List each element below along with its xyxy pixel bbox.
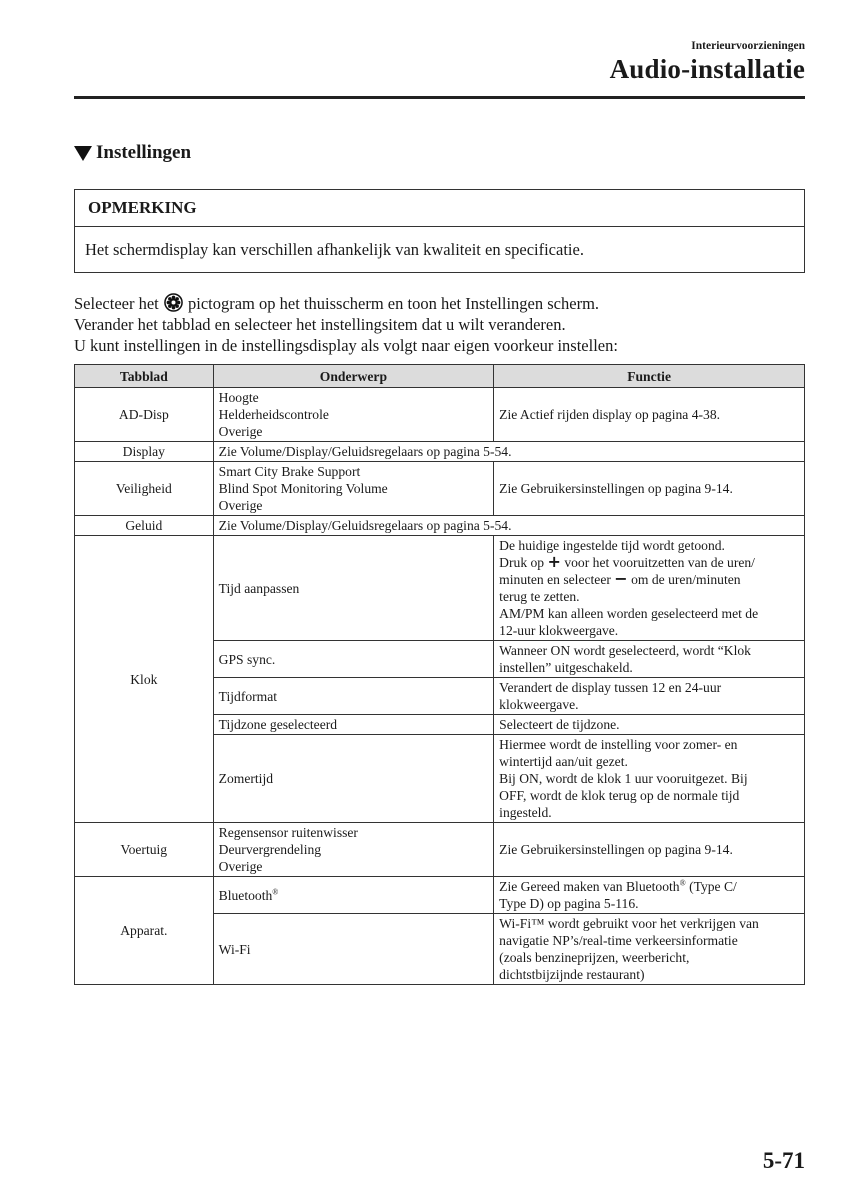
page-title: Audio-installatie: [609, 54, 805, 84]
topic-cell: GPS sync.: [213, 641, 494, 678]
gear-icon: [164, 293, 183, 312]
function-line: Wi-Fi™ wordt gebruikt voor het verkrijgen van: [499, 916, 759, 931]
function-line: navigatie NP’s/real-time verkeersinformatie: [499, 933, 738, 948]
function-line: (zoals benzineprijzen, weerbericht,: [499, 950, 690, 965]
topic-line: Overige: [218, 859, 263, 874]
function-text: Druk op: [499, 555, 545, 570]
tab-cell: AD-Disp: [75, 388, 214, 442]
function-cell: Zie Gebruikersinstellingen op pagina 9-14.: [494, 462, 805, 516]
topic-line: Smart City Brake Support: [218, 464, 361, 479]
function-cell: Zie Volume/Display/Geluidsregelaars op pagina 5-54.: [213, 516, 804, 536]
topic-cell: [213, 462, 494, 516]
function-cell: Zie Volume/Display/Geluidsregelaars op pagina 5-54.: [213, 442, 804, 462]
col-header-function: Functie: [494, 365, 805, 388]
topic-cell: [213, 823, 494, 877]
function-text: minuten en selecteer: [499, 572, 611, 587]
title-rule: [74, 96, 805, 99]
settings-table: [74, 364, 805, 985]
tab-cell: Veiligheid: [75, 462, 214, 516]
function-text: voor het vooruitzetten van de uren/: [564, 555, 755, 570]
table-header-row: [75, 365, 805, 388]
function-line: instellen” uitgeschakeld.: [499, 660, 633, 675]
topic-cell: [213, 388, 494, 442]
note-label: OPMERKING: [75, 190, 804, 227]
minus-icon: −: [614, 569, 628, 588]
function-text: (Type C/: [685, 879, 737, 894]
intro-line-1: [74, 293, 814, 314]
function-cell: [494, 914, 805, 985]
heading-text: Instellingen: [96, 142, 192, 163]
function-line: 12-uur klokweergave.: [499, 623, 619, 638]
table-row-apparaat-bluetooth: [75, 877, 805, 914]
tab-cell: Apparat.: [75, 877, 214, 985]
function-line: [499, 571, 799, 588]
function-cell: Zie Gebruikersinstellingen op pagina 9-14.: [494, 823, 805, 877]
triangle-down-icon: [74, 146, 92, 161]
function-text: Zie Gereed maken van Bluetooth: [499, 879, 680, 894]
function-cell: Zie Actief rijden display op pagina 4-38.: [494, 388, 805, 442]
function-line: wintertijd aan/uit gezet.: [499, 754, 628, 769]
topic-text: Bluetooth: [218, 887, 273, 903]
topic-cell: Wi-Fi: [213, 914, 494, 985]
note-box: [74, 189, 805, 273]
tab-cell: Voertuig: [75, 823, 214, 877]
topic-line: Overige: [218, 424, 263, 439]
topic-line: Deurvergrendeling: [218, 842, 322, 857]
function-line: Type D) op pagina 5-116.: [499, 896, 639, 911]
intro-text: [74, 293, 814, 356]
section-heading: [74, 142, 191, 164]
function-line: AM/PM kan alleen worden geselecteerd met de: [499, 606, 759, 621]
function-cell: [494, 877, 805, 914]
intro-line-3: U kunt instellingen in de instellingsdisplay als volgt naar eigen voorkeur instellen:: [74, 336, 618, 355]
topic-line: Overige: [218, 498, 263, 513]
function-line: [499, 878, 799, 895]
function-line: dichtstbijzijnde restaurant): [499, 967, 645, 982]
topic-line: Regensensor ruitenwisser: [218, 825, 358, 840]
table-row-veiligheid: [75, 462, 805, 516]
section-label: Interieurvoorzieningen: [691, 40, 805, 52]
function-cell: [494, 678, 805, 715]
plus-icon: +: [547, 552, 561, 571]
registered-mark: ®: [679, 878, 686, 888]
function-line: [499, 554, 799, 571]
intro-line-1-end: pictogram op het thuisscherm en toon het Instellingen scherm.: [188, 294, 600, 313]
function-line: Bij ON, wordt de klok 1 uur vooruitgezet. Bij: [499, 771, 748, 786]
topic-cell: Tijdzone geselecteerd: [213, 715, 494, 735]
page-number: 5-71: [762, 1148, 805, 1173]
topic-line: Hoogte: [218, 390, 259, 405]
topic-cell: [213, 877, 494, 914]
col-header-topic: Onderwerp: [213, 365, 494, 388]
function-cell: Selecteert de tijdzone.: [494, 715, 805, 735]
topic-cell: Tijd aanpassen: [213, 536, 494, 641]
tab-cell: Klok: [75, 536, 214, 823]
intro-line-2: Verander het tabblad en selecteer het instellingsitem dat u wilt veranderen.: [74, 315, 566, 334]
topic-line: Helderheidscontrole: [218, 407, 329, 422]
function-line: OFF, wordt de klok terug op de normale tijd: [499, 788, 740, 803]
function-line: terug te zetten.: [499, 589, 580, 604]
function-line: Wanneer ON wordt geselecteerd, wordt “Klok: [499, 643, 751, 658]
tab-cell: Display: [75, 442, 214, 462]
function-line: Verandert de display tussen 12 en 24-uur: [499, 680, 722, 695]
intro-line-1-start: Selecteer het: [74, 294, 159, 313]
table-row-display: [75, 442, 805, 462]
table-row-geluid: [75, 516, 805, 536]
topic-cell: Zomertijd: [213, 735, 494, 823]
table-row-voertuig: [75, 823, 805, 877]
function-cell: [494, 536, 805, 641]
registered-mark: ®: [272, 886, 279, 896]
table-row-klok-tijd: [75, 536, 805, 641]
function-line: ingesteld.: [499, 805, 552, 820]
function-line: Hiermee wordt de instelling voor zomer- en: [499, 737, 738, 752]
topic-line: Blind Spot Monitoring Volume: [218, 481, 388, 496]
function-line: klokweergave.: [499, 697, 579, 712]
col-header-tab: Tabblad: [75, 365, 214, 388]
function-text: om de uren/minuten: [631, 572, 741, 587]
function-cell: [494, 641, 805, 678]
topic-cell: Tijdformat: [213, 678, 494, 715]
table-row-addisp: [75, 388, 805, 442]
function-line: De huidige ingestelde tijd wordt getoond.: [499, 538, 725, 553]
note-text: Het schermdisplay kan verschillen afhankelijk van kwaliteit en specificatie.: [85, 240, 584, 259]
function-cell: [494, 735, 805, 823]
tab-cell: Geluid: [75, 516, 214, 536]
